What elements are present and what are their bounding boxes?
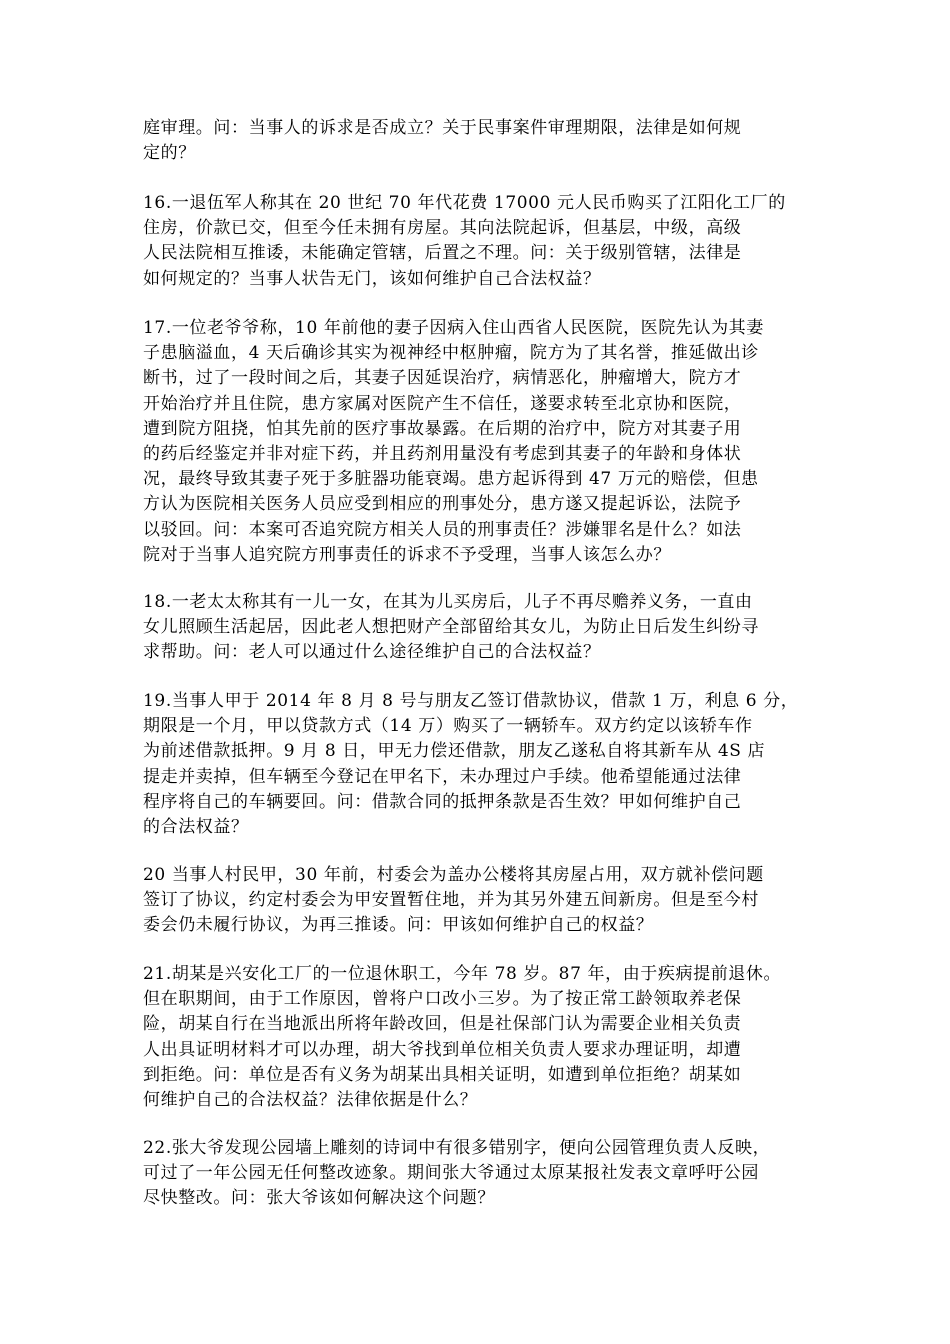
text-line: 的药后经鉴定并非对症下药，并且药剂用量没有考虑到其妻子的年龄和身体状 bbox=[143, 444, 742, 465]
text-line: 尽快整改。问：张大爷该如何解决这个问题？ bbox=[143, 1188, 495, 1209]
text-line: 住房，价款已交，但至今任未拥有房屋。其向法院起诉，但基层，中级，高级 bbox=[143, 218, 742, 239]
text-line: 可过了一年公园无任何整改迹象。期间张大爷通过太原某报社发表文章呼吁公园 bbox=[143, 1163, 759, 1184]
text-line: 人出具证明材料才可以办理，胡大爷找到单位相关负责人要求办理证明，却遭 bbox=[143, 1039, 742, 1060]
text-line: 18.一老太太称其有一儿一女，在其为儿买房后，儿子不再尽赡养义务，一直由 bbox=[143, 592, 753, 612]
text-line: 况，最终导致其妻子死于多脏器功能衰竭。患方起诉得到 47 万元的赔偿，但患 bbox=[143, 469, 759, 490]
text-line: 但在职期间，由于工作原因，曾将户口改小三岁。为了按正常工龄领取养老保 bbox=[143, 989, 742, 1010]
text-line: 庭审理。问：当事人的诉求是否成立？关于民事案件审理期限，法律是如何规 bbox=[143, 118, 742, 138]
text-line: 求帮助。问：老人可以通过什么途径维护自己的合法权益？ bbox=[143, 642, 601, 663]
paragraph-21 bbox=[143, 962, 813, 1113]
text-line: 人民法院相互推诿，未能确定管辖，后置之不理。问：关于级别管辖，法律是 bbox=[143, 243, 742, 264]
text-line: 险，胡某自行在当地派出所将年龄改回，但是社保部门认为需要企业相关负责 bbox=[143, 1014, 742, 1035]
text-line: 16.一退伍军人称其在 20 世纪 70 年代花费 17000 元人民币购买了江阳化工厂的 bbox=[143, 193, 786, 213]
paragraph-intro bbox=[143, 116, 813, 166]
text-line: 程序将自己的车辆要回。问：借款合同的抵押条款是否生效？甲如何维护自己 bbox=[143, 791, 742, 812]
text-line: 子患脑溢血，4 天后确诊其实为视神经中枢肿瘤，院方为了其名誉，推延做出诊 bbox=[143, 343, 759, 364]
paragraph-20 bbox=[143, 863, 813, 939]
text-line: 如何规定的？当事人状告无门，该如何维护自己合法权益？ bbox=[143, 268, 601, 289]
text-line: 遭到院方阻挠，怕其先前的医疗事故暴露。在后期的治疗中，院方对其妻子用 bbox=[143, 418, 742, 439]
text-line: 以驳回。问：本案可否追究院方相关人员的刑事责任？涉嫌罪名是什么？如法 bbox=[143, 519, 742, 540]
paragraph-16 bbox=[143, 191, 813, 292]
text-line: 19.当事人甲于 2014 年 8 月 8 号与朋友乙签订借款协议，借款 1 万，利息 6 分， bbox=[143, 691, 799, 711]
text-line: 女儿照顾生活起居，因此老人想把财产全部留给其女儿，为防止日后发生纠纷寻 bbox=[143, 617, 759, 638]
text-line: 21.胡某是兴安化工厂的一位退休职工，今年 78 岁。87 年，由于疾病提前退休。 bbox=[143, 964, 782, 984]
text-line: 定的？ bbox=[143, 143, 196, 164]
text-line: 方认为医院相关医务人员应受到相应的刑事处分，患方遂又提起诉讼，法院予 bbox=[143, 494, 742, 515]
paragraph-17 bbox=[143, 316, 813, 568]
text-line: 20 当事人村民甲，30 年前，村委会为盖办公楼将其房屋占用，双方就补偿问题 bbox=[143, 865, 764, 885]
text-line: 委会仍未履行协议，为再三推诿。问：甲该如何维护自己的权益？ bbox=[143, 915, 654, 936]
text-line: 断书，过了一段时间之后，其妻子因延误治疗，病情恶化，肿瘤增大，院方才 bbox=[143, 368, 742, 389]
paragraph-19 bbox=[143, 689, 813, 840]
text-line: 为前述借款抵押。9 月 8 日，甲无力偿还借款，朋友乙遂私自将其新车从 4S 店 bbox=[143, 741, 766, 762]
text-line: 到拒绝。问：单位是否有义务为胡某出具相关证明，如遭到单位拒绝？胡某如 bbox=[143, 1064, 742, 1085]
text-line: 开始治疗并且住院，患方家属对医院产生不信任，遂要求转至北京协和医院， bbox=[143, 393, 742, 414]
text-line: 签订了协议，约定村委会为甲安置暂住地，并为其另外建五间新房。但是至今村 bbox=[143, 890, 759, 911]
paragraph-22 bbox=[143, 1136, 813, 1212]
paragraph-18 bbox=[143, 590, 813, 666]
text-line: 院对于当事人追究院方刑事责任的诉求不予受理，当事人该怎么办？ bbox=[143, 544, 671, 565]
text-line: 期限是一个月，甲以贷款方式（14 万）购买了一辆轿车。双方约定以该轿车作 bbox=[143, 716, 753, 737]
text-line: 何维护自己的合法权益？法律依据是什么？ bbox=[143, 1090, 478, 1111]
text-line: 17.一位老爷爷称，10 年前他的妻子因病入住山西省人民医院，医院先认为其妻 bbox=[143, 318, 764, 338]
text-line: 提走并卖掉，但车辆至今登记在甲名下，未办理过户手续。他希望能通过法律 bbox=[143, 766, 742, 787]
text-line: 22.张大爷发现公园墙上雕刻的诗词中有很多错别字，便向公园管理负责人反映， bbox=[143, 1138, 771, 1158]
text-line: 的合法权益？ bbox=[143, 817, 249, 838]
